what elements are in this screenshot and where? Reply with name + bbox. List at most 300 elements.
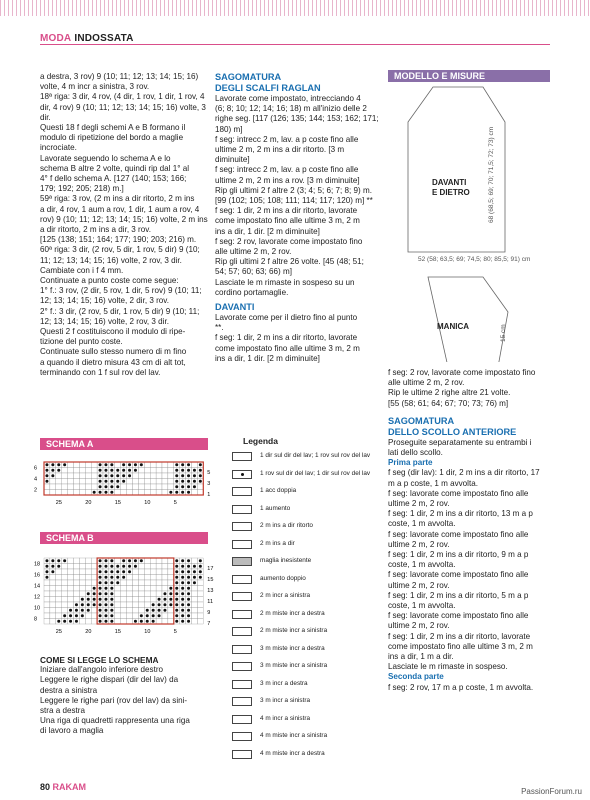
chart-dot — [181, 587, 184, 590]
chart-cell — [150, 569, 156, 575]
chart-cell — [138, 602, 144, 608]
chart-cell — [74, 569, 80, 575]
chart-dot — [158, 598, 161, 601]
chart-cell — [138, 591, 144, 597]
chart-dot — [87, 603, 90, 606]
chart-cell — [115, 490, 121, 496]
chart-cell — [74, 564, 80, 570]
text-line: volte, 4 m incr a sinistra, 3 rov. — [40, 82, 150, 92]
chart-cell — [44, 580, 50, 586]
chart-dot — [110, 474, 113, 477]
row-label-right: 13 — [207, 588, 214, 594]
chart-dot — [187, 485, 190, 488]
chart-cell — [62, 484, 68, 490]
text-line: ultime 2 m, 2 rov. — [388, 580, 450, 590]
chart-cell — [74, 580, 80, 586]
raglan-heading-2: DEGLI SCALFI RAGLAN — [215, 83, 321, 93]
chart-dot — [116, 485, 119, 488]
chart-dot — [134, 620, 137, 623]
chart-cell — [115, 613, 121, 619]
chart-dot — [181, 620, 184, 623]
chart-cell — [156, 484, 162, 490]
chart-dot — [181, 485, 184, 488]
chart-dot — [163, 609, 166, 612]
text-line: f seg: 2 rov, 17 m a p coste, 1 m avvolta. — [388, 682, 534, 692]
front-label-1: DAVANTI — [432, 178, 467, 187]
chart-dot — [99, 609, 102, 612]
chart-cell — [162, 479, 168, 485]
row-label-right: 11 — [207, 599, 214, 605]
chart-dot — [175, 598, 178, 601]
chart-dot — [122, 559, 125, 562]
chart-dot — [116, 469, 119, 472]
chart-cell — [162, 558, 168, 564]
chart-dot — [63, 559, 66, 562]
chart-cell — [56, 490, 62, 496]
chart-dot — [175, 603, 178, 606]
chart-dot — [99, 474, 102, 477]
text-line: ultime 2 m, 2 m ins a dir ritorto. [3 m — [215, 145, 345, 155]
chart-cell — [74, 462, 80, 468]
chart-cell — [79, 619, 85, 625]
text-line: f seg: 1 dir, 2 m ins a dir ritorto, 5 m a p — [388, 590, 529, 600]
text-line: come impostato fino alle ultime 3 m, 2 m — [215, 343, 360, 353]
row-label: 18 — [34, 561, 41, 568]
chart-dot — [128, 463, 131, 466]
col-label: 25 — [55, 629, 62, 635]
how-to-read-title: COME SI LEGGE LO SCHEMA — [40, 655, 159, 665]
chart-cell — [68, 586, 74, 592]
chart-cell — [197, 608, 203, 614]
text-line: come impostato fino alle ultime 3 m, 2 m — [388, 641, 533, 651]
chart-cell — [74, 473, 80, 479]
chart-dot — [104, 463, 107, 466]
chart-cell — [50, 608, 56, 614]
chart-dot — [140, 559, 143, 562]
chart-cell — [62, 490, 68, 496]
watermark: PassionForum.ru — [521, 787, 582, 796]
chart-cell — [79, 479, 85, 485]
chart-cell — [144, 602, 150, 608]
chart-dot — [163, 598, 166, 601]
chart-cell — [91, 613, 97, 619]
chart-dot — [193, 480, 196, 483]
scollo-intro — [388, 438, 552, 458]
text-line: Leggere le righe pari (rov del lav) da sini- — [40, 695, 188, 705]
chart-dot — [140, 463, 143, 466]
chart-cell — [68, 602, 74, 608]
chart-cell — [138, 564, 144, 570]
text-line: Lavorate come impostato, intrecciando 4 — [215, 94, 361, 103]
column-3-text — [388, 368, 552, 693]
sleeve-text — [388, 368, 552, 409]
text-line: f seg: 1 dir, 2 m ins a dir ritorto, 9 m a p — [388, 550, 529, 560]
chart-cell — [156, 591, 162, 597]
chart-cell — [162, 468, 168, 474]
chart-cell — [156, 490, 162, 496]
chart-cell — [121, 613, 127, 619]
chart-dot — [104, 598, 107, 601]
chart-dot — [104, 576, 107, 579]
front-label-2: E DIETRO — [432, 188, 470, 197]
chart-cell — [44, 586, 50, 592]
legend-label: 3 m incr a sinistra — [260, 697, 311, 704]
chart-cell — [144, 468, 150, 474]
legend-label: 1 acc doppia — [260, 487, 297, 494]
text-line: f seg: 2 rov, lavorate come impostato fino — [388, 368, 536, 377]
chart-cell — [150, 468, 156, 474]
text-line: Lavorate come per il dietro fino al punto — [215, 313, 358, 323]
row-label-right: 15 — [207, 577, 214, 583]
legend-label: 2 m ins a dir — [260, 539, 295, 547]
col-label: 5 — [173, 500, 177, 506]
chart-cell — [68, 564, 74, 570]
chart-dot — [110, 587, 113, 590]
legend-label: maglia inesistente — [260, 557, 312, 564]
text-line: coste, 1 m avvolta. — [388, 560, 456, 570]
chart-cell — [168, 569, 174, 575]
text-line: f seg: lavorate come impostato fino alle — [388, 488, 529, 498]
chart-cell — [79, 569, 85, 575]
text-line: stra a destra — [40, 706, 85, 716]
davanti-text — [215, 313, 385, 364]
chart-cell — [138, 569, 144, 575]
chart-cell — [156, 564, 162, 570]
chart-dot — [99, 603, 102, 606]
chart-dot — [169, 598, 172, 601]
legend-symbol-icon — [232, 540, 252, 549]
chart-cell — [162, 564, 168, 570]
chart-dot — [69, 609, 72, 612]
chart-cell — [79, 484, 85, 490]
chart-cell — [138, 484, 144, 490]
text-line: 60ª riga: 3 dir, (2 rov, 5 dir, 1 rov, 5 dir) 9 (10; — [40, 245, 200, 255]
chart-cell — [133, 473, 139, 479]
legend-symbol-icon — [232, 662, 252, 671]
chart-dot — [104, 491, 107, 494]
text-line: Rip gli ultimi 2 f altre 2 (3; 4; 5; 6; 7; 8; 9) m. — [215, 185, 372, 195]
text-line: 11; 12; 13; 14; 15; 16) volte, 2 rov, 3 dir. — [40, 255, 182, 265]
chart-cell — [79, 473, 85, 479]
chart-cell — [50, 575, 56, 581]
legend-symbol-icon — [232, 680, 252, 689]
chart-cell — [138, 586, 144, 592]
chart-cell — [50, 619, 56, 625]
chart-dot — [199, 463, 202, 466]
chart-cell — [133, 575, 139, 581]
chart-cell — [115, 619, 121, 625]
chart-cell — [168, 484, 174, 490]
chart-cell — [156, 558, 162, 564]
text-line: dir, 4 rov) 9 (10; 11; 12; 13; 14; 15; 16) volte, 3 dir. — [40, 102, 206, 122]
chart-dot — [81, 598, 84, 601]
chart-cell — [74, 575, 80, 581]
chart-cell — [121, 619, 127, 625]
text-line: lati dello scollo. — [388, 448, 443, 458]
row-label: 10 — [34, 605, 41, 612]
text-line: Continuate sullo stesso numero di m fino — [40, 347, 187, 357]
chart-cell — [56, 597, 62, 603]
chart-cell — [133, 591, 139, 597]
scollo-heading-2: DELLO SCOLLO ANTERIORE — [388, 426, 517, 437]
chart-dot — [134, 559, 137, 562]
chart-cell — [85, 619, 91, 625]
chart-cell — [133, 613, 139, 619]
text-line: Rip gli ultimi 2 f altre 26 volte. [45 (48; 51; — [215, 257, 364, 267]
chart-dot — [187, 576, 190, 579]
chart-cell — [115, 597, 121, 603]
text-line: ins a dir, 1 dir. [2 m diminuite] — [215, 353, 320, 363]
chart-cell — [74, 468, 80, 474]
text-line: Lasciate le m rimaste in sospeso. — [388, 662, 508, 672]
chart-dot — [193, 576, 196, 579]
col-label: 25 — [55, 500, 62, 506]
chart-dot — [104, 565, 107, 568]
chart-dot — [99, 485, 102, 488]
raglan-text — [215, 94, 385, 298]
col-label: 15 — [114, 500, 121, 506]
chart-cell — [192, 462, 198, 468]
chart-cell — [192, 490, 198, 496]
legend-symbol-icon — [232, 505, 252, 514]
text-line: tizione del punto coste. — [40, 337, 123, 347]
chart-dot — [193, 570, 196, 573]
raglan-heading-1: SAGOMATURA — [215, 72, 282, 82]
chart-cell — [50, 490, 56, 496]
text-line: 4° f dello schema A. [127 (140; 153; 166; — [40, 174, 187, 184]
chart-dot — [75, 614, 78, 617]
chart-dot — [169, 603, 172, 606]
legend-symbol-icon — [232, 592, 252, 601]
chart-dot — [187, 581, 190, 584]
chart-dot — [199, 570, 202, 573]
legend-symbol-icon — [232, 487, 252, 496]
chart-cell — [91, 479, 97, 485]
row-label-right: 3 — [207, 481, 211, 487]
chart-cell — [192, 613, 198, 619]
chart-dot — [187, 565, 190, 568]
chart-dot — [187, 463, 190, 466]
chart-dot — [187, 491, 190, 494]
chart-dot — [110, 570, 113, 573]
chart-cell — [50, 613, 56, 619]
legend-label: 2 m ins a dir ritorto — [260, 522, 313, 529]
chart-cell — [162, 462, 168, 468]
chart-cell — [85, 473, 91, 479]
legend-label: 3 m miste incr a sinistra — [260, 662, 328, 669]
chart-dot — [152, 609, 155, 612]
chart-cell — [115, 591, 121, 597]
chart-dot — [51, 463, 54, 466]
header-stripe — [0, 0, 590, 16]
chart-cell — [62, 473, 68, 479]
chart-cell — [133, 597, 139, 603]
chart-dot — [99, 480, 102, 483]
chart-dot — [181, 609, 184, 612]
chart-dot — [87, 598, 90, 601]
col-label: 10 — [144, 629, 151, 635]
chart-cell — [138, 468, 144, 474]
text-line: f seg: intrecc 2 m, lav. a p coste fino alle — [215, 165, 359, 175]
chart-dot — [163, 592, 166, 595]
chart-dot — [45, 559, 48, 562]
how-to-read-text — [40, 665, 220, 736]
chart-cell — [150, 473, 156, 479]
chart-cell — [91, 473, 97, 479]
col-label: 20 — [85, 500, 92, 506]
text-line: f seg: 1 dir, 2 m ins a dir ritorto, lavorate — [215, 206, 358, 216]
chart-dot — [99, 469, 102, 472]
legend-label: 3 m incr a destra — [260, 679, 308, 687]
text-line: ins a dir, 1 dir. [2 m diminuite] — [215, 226, 320, 236]
chart-cell — [85, 490, 91, 496]
chart-dot — [99, 491, 102, 494]
chart-dot — [87, 592, 90, 595]
chart-dot — [199, 469, 202, 472]
chart-cell — [50, 479, 56, 485]
chart-dot — [75, 620, 78, 623]
row-label: 12 — [34, 594, 41, 601]
chart-cell — [133, 479, 139, 485]
chart-dot — [99, 570, 102, 573]
chart-dot — [110, 581, 113, 584]
chart-cell — [150, 564, 156, 570]
text-line: 12; 13; 14; 15; 16) volte, 2 dir, 3 rov. — [40, 296, 169, 306]
chart-cell — [162, 580, 168, 586]
chart-cell — [144, 558, 150, 564]
chart-dot — [63, 620, 66, 623]
chart-cell — [162, 586, 168, 592]
sleeve-label: MANICA — [437, 322, 469, 331]
chart-cell — [192, 619, 198, 625]
chart-dot — [134, 463, 137, 466]
text-line: m a p coste, 1 m avvolta. — [388, 478, 478, 488]
chart-cell — [121, 580, 127, 586]
chart-dot — [45, 576, 48, 579]
chart-dot — [146, 614, 149, 617]
chart-cell — [115, 608, 121, 614]
schematic-diagram — [388, 82, 550, 362]
chart-dot — [181, 474, 184, 477]
chart-dot — [128, 474, 131, 477]
text-line: f seg: 2 rov, lavorate come impostato fino — [215, 236, 363, 246]
chart-dot — [57, 463, 60, 466]
chart-cell — [74, 591, 80, 597]
chart-dot — [69, 614, 72, 617]
chart-dot — [110, 598, 113, 601]
chart-cell — [127, 490, 133, 496]
chart-dot — [51, 474, 54, 477]
chart-cell — [62, 580, 68, 586]
chart-dot — [116, 581, 119, 584]
chart-cell — [56, 613, 62, 619]
chart-cell — [156, 473, 162, 479]
chart-cell — [85, 586, 91, 592]
legend-symbol-icon — [232, 452, 252, 461]
legend-symbol-icon — [232, 645, 252, 654]
chart-dot — [110, 463, 113, 466]
legend-symbol-icon — [232, 470, 252, 479]
chart-dot — [45, 474, 48, 477]
chart-cell — [68, 462, 74, 468]
chart-dot — [181, 576, 184, 579]
legend-symbol-icon — [232, 610, 252, 619]
chart-dot — [110, 480, 113, 483]
chart-cell — [197, 591, 203, 597]
legend-label: 2 m incr a sinistra — [260, 592, 311, 599]
chart-dot — [104, 485, 107, 488]
chart-cell — [168, 608, 174, 614]
chart-dot — [99, 620, 102, 623]
chart-dot — [175, 480, 178, 483]
chart-dot — [93, 592, 96, 595]
legend-symbol-icon — [232, 522, 252, 531]
chart-dot — [104, 614, 107, 617]
chart-cell — [56, 586, 62, 592]
chart-cell — [156, 580, 162, 586]
chart-dot — [116, 576, 119, 579]
sleeve-height-label: 15 cm — [500, 324, 507, 342]
chart-dot — [116, 480, 119, 483]
legend-label: 1 dir sul dir del lav; 1 rov sul rov del lav — [260, 452, 371, 459]
chart-cell — [168, 473, 174, 479]
chart-dot — [128, 570, 131, 573]
scollo-heading-1: SAGOMATURA — [388, 415, 455, 426]
seconda-parte-text — [388, 683, 552, 693]
seconda-parte: Seconda parte — [388, 672, 444, 682]
chart-dot — [199, 474, 202, 477]
chart-cell — [162, 569, 168, 575]
chart-dot — [199, 480, 202, 483]
text-line: ultime 2 m, 2 rov. — [388, 499, 450, 509]
width-label: 52 (58; 63,5; 69; 74,5; 80; 85,5; 91) cm — [418, 256, 531, 263]
text-line: 2° f.: 3 dir, (2 rov, 5 dir, 1 rov, 5 dir) 9 (10; 11; — [40, 306, 200, 316]
chart-cell — [127, 586, 133, 592]
chart-cell — [150, 597, 156, 603]
chart-cell — [168, 613, 174, 619]
chart-cell — [79, 468, 85, 474]
chart-cell — [144, 597, 150, 603]
column-1-text — [40, 72, 208, 378]
chart-cell — [79, 591, 85, 597]
chart-cell — [133, 602, 139, 608]
chart-cell — [192, 602, 198, 608]
chart-cell — [150, 462, 156, 468]
chart-dot — [187, 609, 190, 612]
chart-cell — [44, 484, 50, 490]
chart-dot — [181, 598, 184, 601]
chart-cell — [197, 597, 203, 603]
row-label-right: 17 — [207, 566, 214, 572]
chart-dot — [199, 559, 202, 562]
chart-cell — [133, 580, 139, 586]
legend-symbol-icon — [232, 575, 252, 584]
chart-cell — [197, 580, 203, 586]
text-line: 18ª riga: 3 dir, 4 rov, (4 dir, 1 rov, 1 dir, 1 rov, 4 — [40, 92, 205, 102]
chart-cell — [197, 602, 203, 608]
chart-dot — [158, 603, 161, 606]
text-line: Leggere le righe dispari (dir del lav) da — [40, 675, 179, 685]
chart-dot — [187, 603, 190, 606]
text-line: 12; 13; 14; 15; 16) volte, 2 rov, 3 dir. — [40, 316, 169, 326]
text-line: Iniziare dall'angolo inferiore destro — [40, 665, 164, 675]
chart-cell — [168, 575, 174, 581]
chart-cell — [44, 591, 50, 597]
text-line: (6; 8; 10; 12; 14; 16; 18) m all'inizio delle 2 — [215, 104, 367, 114]
chart-dot — [99, 581, 102, 584]
chart-dot — [81, 603, 84, 606]
chart-cell — [133, 484, 139, 490]
